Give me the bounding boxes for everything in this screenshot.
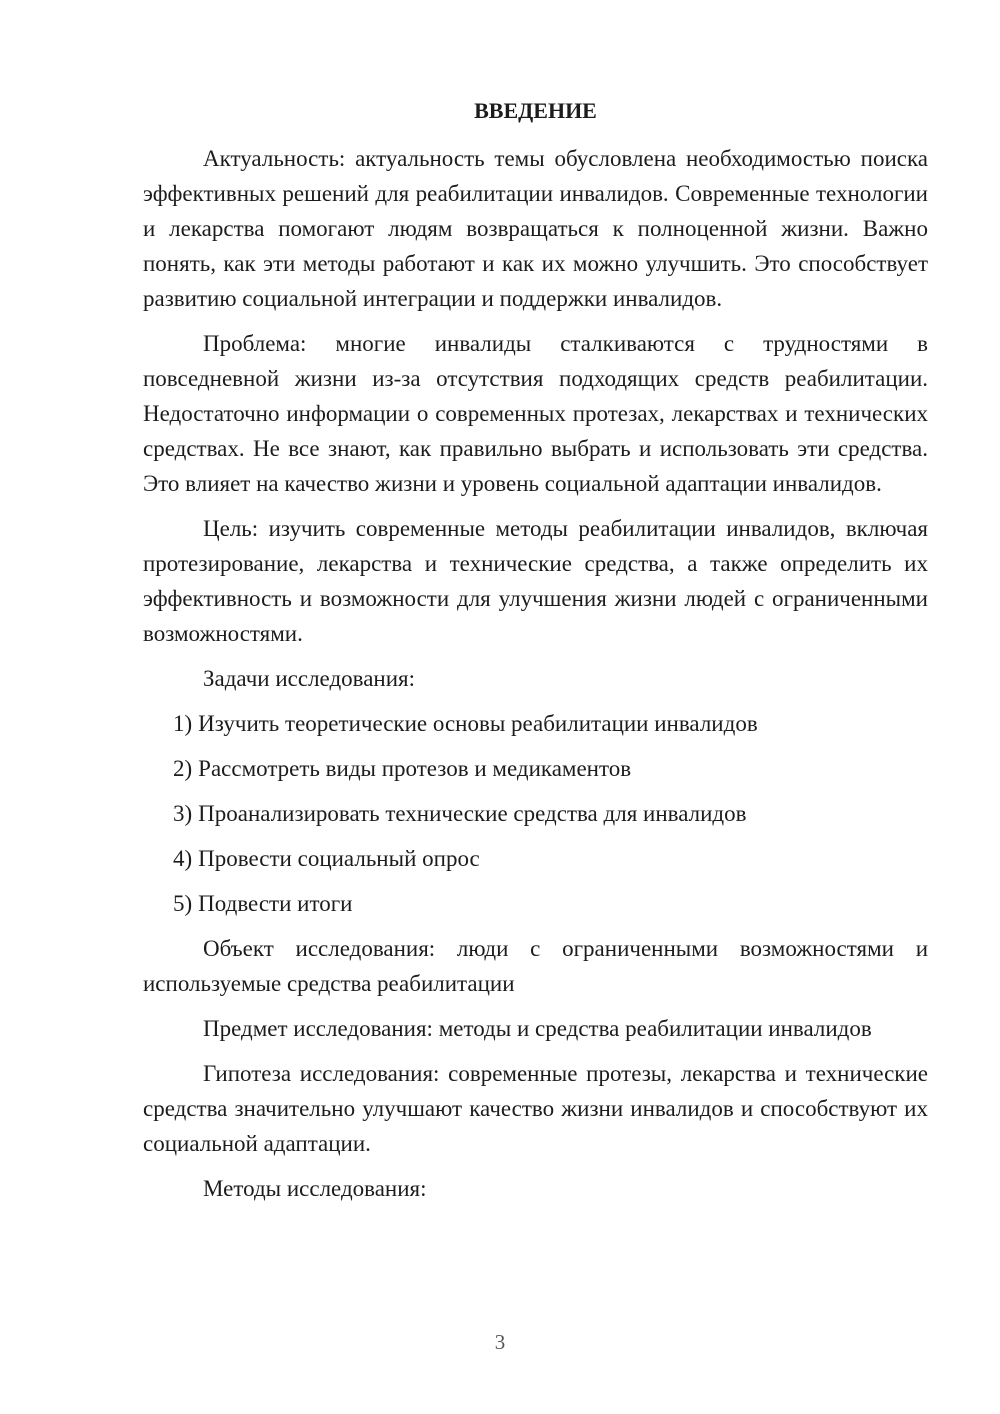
task-text: Рассмотреть виды протезов и медикаментов: [198, 756, 632, 781]
task-number: 2): [173, 756, 193, 781]
task-text: Проанализировать технические средства для инвалидов: [198, 801, 747, 826]
task-text: Провести социальный опрос: [198, 846, 480, 871]
task-item: [143, 841, 928, 876]
page-number: 3: [494, 1330, 506, 1354]
task-text: Изучить теоретические основы реабилитации инвалидов: [198, 711, 758, 736]
relevance-paragraph: Актуальность: актуальность темы обусловлена необходимостью поиска эффективных решений для реабилитации инвалидов. Современные технологии и лекарства помогают людям возвращаться к полноценной жизни. Важно понять, как эти методы работают и как их можно улучшить. Это способствует развитию социальной интеграции и поддержки инвалидов.: [143, 146, 928, 311]
document-body: [143, 95, 928, 1216]
task-item: [143, 796, 928, 831]
task-item: [143, 886, 928, 921]
task-item: [143, 706, 928, 741]
task-text: Подвести итоги: [198, 891, 353, 916]
tasks-list: [143, 706, 928, 921]
hypothesis-paragraph: Гипотеза исследования: современные протезы, лекарства и технические средства значительно улучшают качество жизни инвалидов и способствуют их социальной адаптации.: [143, 1061, 928, 1156]
goal-paragraph: Цель: изучить современные методы реабилитации инвалидов, включая протезирование, лекарства и технические средства, а также определить их эффективность и возможности для улучшения жизни людей с ограниченными возможностями.: [143, 516, 928, 646]
tasks-heading: Задачи исследования:: [203, 666, 416, 691]
methods-heading: Методы исследования:: [203, 1176, 427, 1201]
page-title: ВВЕДЕНИЕ: [474, 98, 597, 123]
task-number: 3): [173, 801, 193, 826]
object-paragraph: Объект исследования: люди с ограниченными возможностями и используемые средства реабилитации: [143, 936, 928, 996]
task-number: 1): [173, 711, 193, 736]
subject-paragraph: Предмет исследования: методы и средства реабилитации инвалидов: [203, 1016, 872, 1041]
task-number: 4): [173, 846, 193, 871]
problem-paragraph: Проблема: многие инвалиды сталкиваются с трудностями в повседневной жизни из-за отсутствия подходящих средств реабилитации. Недостаточно информации о современных протезах, лекарствах и технических средствах. Не все знают, как правильно выбрать и использовать эти средства. Это влияет на качество жизни и уровень социальной адаптации инвалидов.: [143, 331, 928, 496]
task-item: [143, 751, 928, 786]
task-number: 5): [173, 891, 193, 916]
